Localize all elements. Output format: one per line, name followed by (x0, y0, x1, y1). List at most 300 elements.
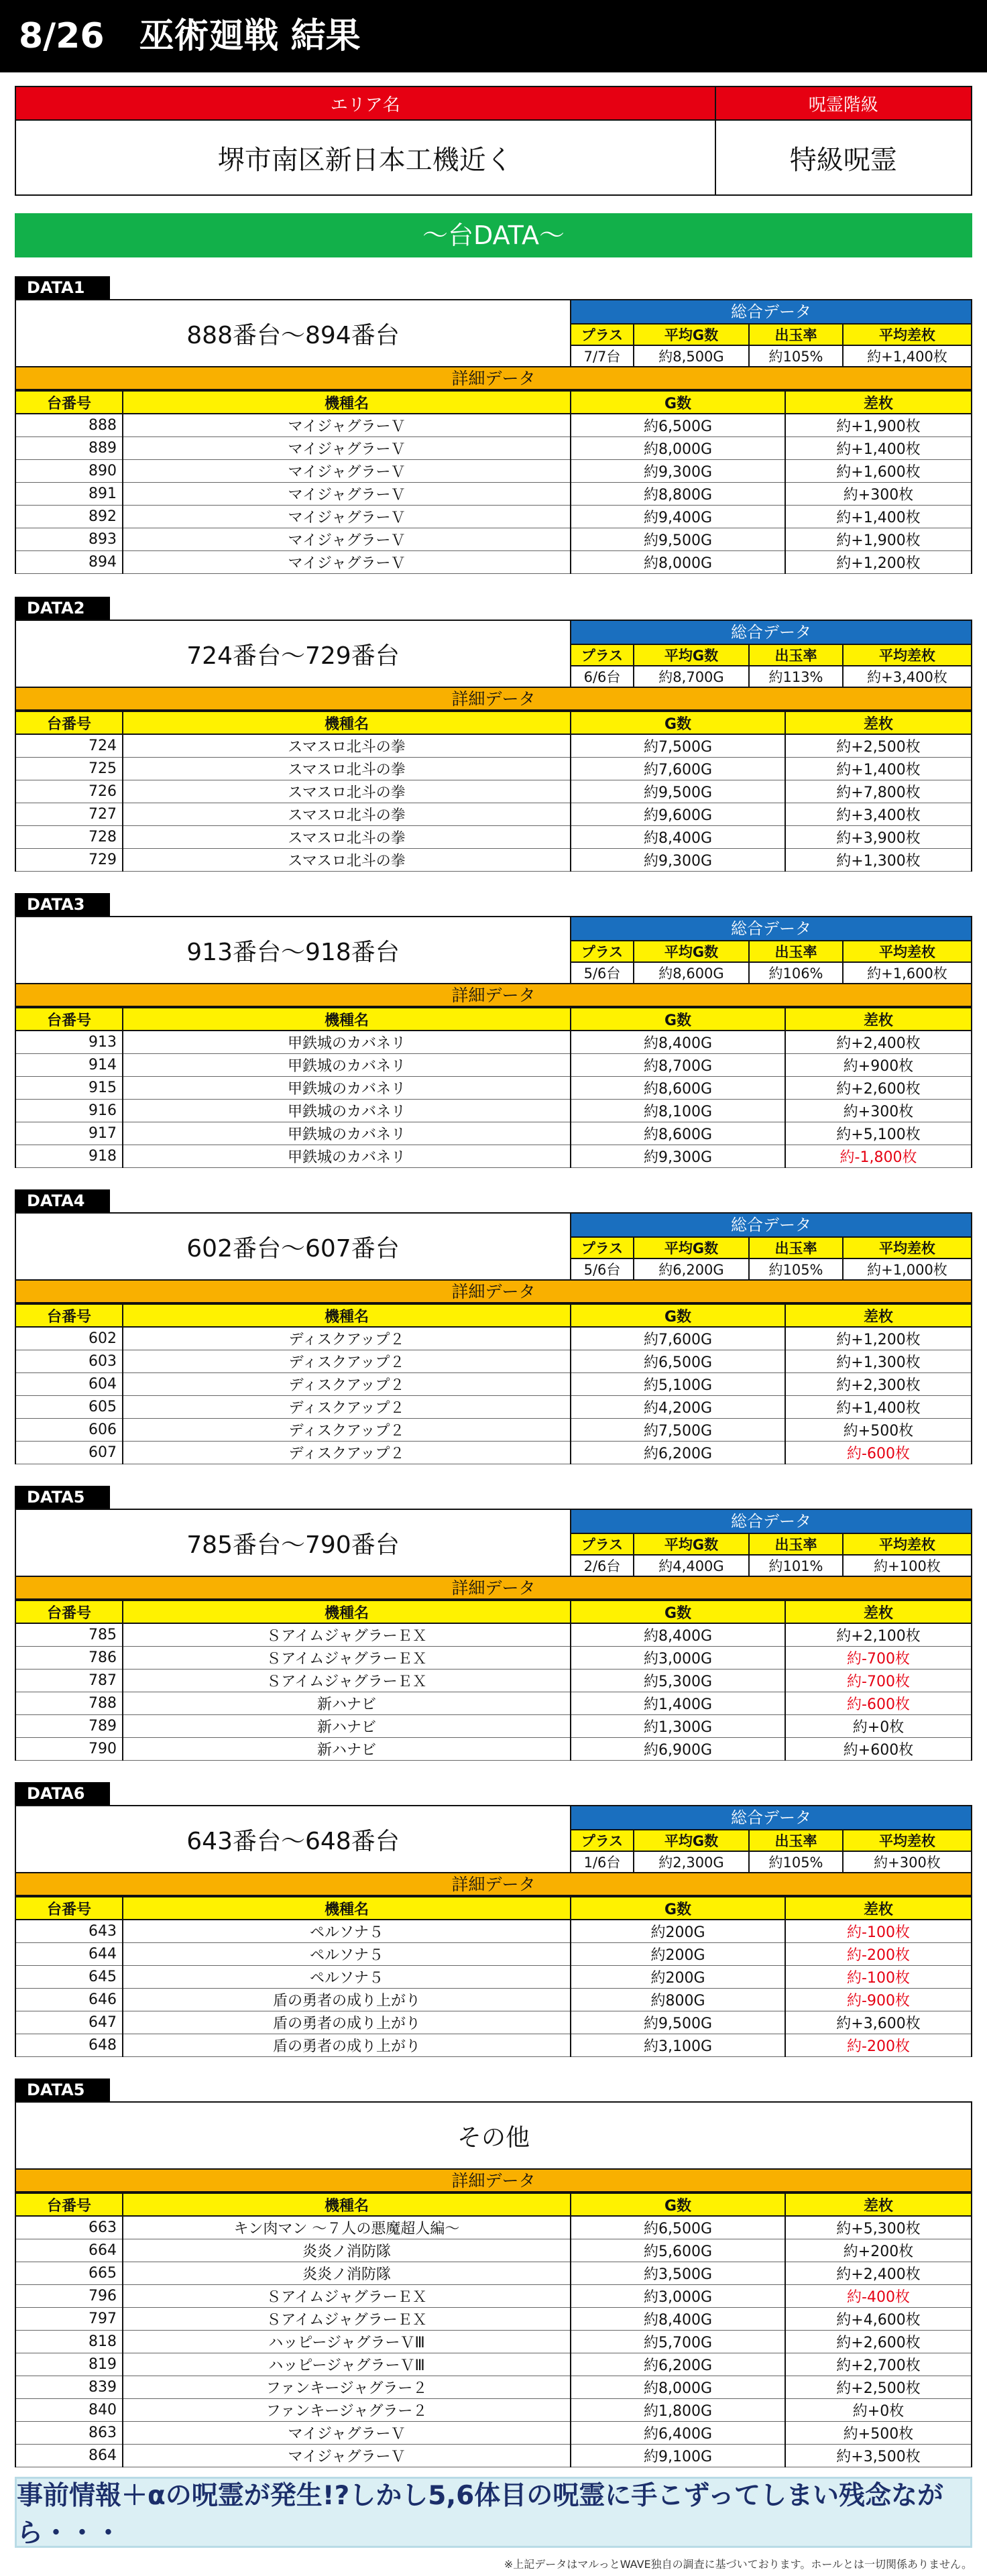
machine-diff: 約+1,300枚 (785, 1350, 972, 1372)
summary-plus: 5/6台 (571, 961, 633, 983)
table-row (15, 2239, 972, 2262)
col-diff: 差枚 (785, 1897, 972, 1920)
machine-no: 788 (15, 1692, 123, 1714)
table-row (15, 1418, 972, 1441)
summary-avg-g: 約2,300G (633, 1851, 748, 1872)
machine-diff: 約+1,200枚 (785, 550, 972, 573)
machine-games: 約5,600G (571, 2239, 785, 2262)
col-games: G数 (571, 1897, 785, 1920)
detail-head-row (15, 391, 972, 414)
machine-range: 643番台〜648番台 (16, 1806, 571, 1872)
machine-diff: 約+0枚 (785, 2398, 972, 2421)
data-section-title: 〜台DATA〜 (15, 213, 972, 257)
summary-title: 総合データ (571, 1806, 971, 1829)
data-tab: DATA4 (15, 1189, 110, 1212)
block-header (15, 1509, 972, 1577)
col-games: G数 (571, 2193, 785, 2216)
machine-no: 664 (15, 2239, 123, 2262)
table-row (15, 2034, 972, 2056)
machine-model: ファンキージャグラー２ (123, 2376, 571, 2398)
page-title: 8/26 巫術廻戦 結果 (0, 0, 987, 72)
data-block (15, 1189, 972, 1464)
machine-games: 約6,500G (571, 1350, 785, 1372)
machine-model: スマスロ北斗の拳 (123, 780, 571, 803)
table-row (15, 2011, 972, 2034)
machine-model: 甲鉄城のカバネリ (123, 1076, 571, 1099)
machine-no: 786 (15, 1646, 123, 1669)
data-block (15, 2079, 972, 2467)
col-no: 台番号 (15, 391, 123, 414)
summary-plus: 2/6台 (571, 1554, 633, 1576)
table-row (15, 436, 972, 459)
machine-diff: 約+200枚 (785, 2239, 972, 2262)
summary-value-row (571, 665, 971, 687)
table-row (15, 1145, 972, 1167)
machine-diff: 約+1,900枚 (785, 528, 972, 550)
col-model: 機種名 (123, 1008, 571, 1031)
machine-no: 891 (15, 482, 123, 505)
col-diff: 差枚 (785, 2193, 972, 2216)
summary-title: 総合データ (571, 621, 971, 644)
machine-no: 917 (15, 1122, 123, 1145)
machine-games: 約8,600G (571, 1122, 785, 1145)
summary-avg-g: 約8,700G (633, 665, 748, 687)
summary-plus: 5/6台 (571, 1258, 633, 1279)
summary-avg-diff-label: 平均差枚 (842, 323, 971, 345)
machine-model: ＳアイムジャグラーＥＸ (123, 1623, 571, 1646)
machine-model: ディスクアップ２ (123, 1441, 571, 1464)
table-row (15, 757, 972, 780)
machine-no: 724 (15, 734, 123, 757)
table-row (15, 2398, 972, 2421)
machine-no: 894 (15, 550, 123, 573)
machine-diff: 約+1,400枚 (785, 505, 972, 528)
summary-plus-label: プラス (571, 1236, 633, 1258)
table-row (15, 528, 972, 550)
machine-games: 約9,100G (571, 2444, 785, 2467)
detail-bar: 詳細データ (15, 2170, 972, 2192)
machine-model: スマスロ北斗の拳 (123, 803, 571, 825)
table-row (15, 780, 972, 803)
table-row (15, 550, 972, 573)
table-row (15, 1099, 972, 1122)
data-block (15, 597, 972, 872)
machine-no: 893 (15, 528, 123, 550)
summary-avg-g-label: 平均G数 (633, 1829, 748, 1851)
machine-diff: 約-700枚 (785, 1646, 972, 1669)
machine-diff: 約+2,400枚 (785, 1031, 972, 1053)
machine-games: 約8,400G (571, 1031, 785, 1053)
summary-panel (571, 1214, 971, 1279)
machine-model: 甲鉄城のカバネリ (123, 1145, 571, 1167)
machine-model: 盾の勇者の成り上がり (123, 1988, 571, 2011)
summary-plus-label: プラス (571, 644, 633, 665)
table-row (15, 2353, 972, 2376)
col-games: G数 (571, 1008, 785, 1031)
machine-no: 864 (15, 2444, 123, 2467)
machine-model: 盾の勇者の成り上がり (123, 2011, 571, 2034)
summary-title: 総合データ (571, 1510, 971, 1533)
machine-diff: 約-400枚 (785, 2284, 972, 2307)
machine-diff: 約-200枚 (785, 1942, 972, 1965)
table-row (15, 848, 972, 871)
machine-games: 約200G (571, 1920, 785, 1942)
machine-games: 約6,200G (571, 1441, 785, 1464)
col-diff: 差枚 (785, 1008, 972, 1031)
summary-avg-diff: 約+1,400枚 (842, 345, 971, 366)
machine-model: 甲鉄城のカバネリ (123, 1099, 571, 1122)
summary-avg-g-label: 平均G数 (633, 644, 748, 665)
machine-no: 665 (15, 2262, 123, 2284)
machine-no: 916 (15, 1099, 123, 1122)
detail-table (15, 1303, 972, 1464)
summary-avg-g-label: 平均G数 (633, 323, 748, 345)
machine-games: 約6,500G (571, 414, 785, 436)
machine-diff: 約-1,800枚 (785, 1145, 972, 1167)
col-no: 台番号 (15, 1304, 123, 1327)
detail-head-row (15, 2193, 972, 2216)
machine-no: 726 (15, 780, 123, 803)
summary-rate: 約105% (748, 345, 842, 366)
machine-games: 約7,500G (571, 734, 785, 757)
machine-diff: 約+7,800枚 (785, 780, 972, 803)
machine-diff: 約+1,400枚 (785, 436, 972, 459)
machine-no: 915 (15, 1076, 123, 1099)
block-header (15, 1212, 972, 1281)
machine-no: 604 (15, 1372, 123, 1395)
block-header (15, 1805, 972, 1873)
machine-model: ペルソナ５ (123, 1942, 571, 1965)
summary-rate-label: 出玉率 (748, 323, 842, 345)
machine-diff: 約+300枚 (785, 482, 972, 505)
machine-games: 約7,600G (571, 757, 785, 780)
machine-no: 728 (15, 825, 123, 848)
machine-model: ＳアイムジャグラーＥＸ (123, 1646, 571, 1669)
machine-range: その他 (457, 2123, 530, 2152)
machine-no: 644 (15, 1942, 123, 1965)
machine-diff: 約+3,500枚 (785, 2444, 972, 2467)
machine-no: 643 (15, 1920, 123, 1942)
summary-avg-g-label: 平均G数 (633, 1236, 748, 1258)
table-row (15, 1395, 972, 1418)
summary-head-row (571, 1829, 971, 1851)
summary-rate-label: 出玉率 (748, 644, 842, 665)
machine-model: ハッピージャグラーＶⅢ (123, 2330, 571, 2353)
summary-value-row (571, 1554, 971, 1576)
summary-panel (571, 300, 971, 366)
data-tab: DATA5 (15, 1486, 110, 1509)
machine-model: マイジャグラーＶ (123, 482, 571, 505)
col-games: G数 (571, 1304, 785, 1327)
machine-diff: 約+1,300枚 (785, 848, 972, 871)
col-model: 機種名 (123, 2193, 571, 2216)
footnote: ※上記データはマルっとWAVE独自の調査に基づいております。ホールとは一切関係ありません。 (504, 2558, 972, 2571)
machine-model: ディスクアップ２ (123, 1372, 571, 1395)
machine-no: 605 (15, 1395, 123, 1418)
summary-plus: 1/6台 (571, 1851, 633, 1872)
machine-model: ハッピージャグラーＶⅢ (123, 2353, 571, 2376)
table-row (15, 482, 972, 505)
machine-games: 約4,200G (571, 1395, 785, 1418)
table-row (15, 1737, 972, 1760)
machine-no: 789 (15, 1714, 123, 1737)
col-no: 台番号 (15, 1897, 123, 1920)
machine-games: 約8,700G (571, 1053, 785, 1076)
machine-games: 約9,300G (571, 459, 785, 482)
machine-diff: 約-200枚 (785, 2034, 972, 2056)
data-block (15, 276, 972, 574)
block-header (15, 2101, 972, 2170)
machine-diff: 約+2,300枚 (785, 1372, 972, 1395)
summary-rate: 約106% (748, 961, 842, 983)
col-no: 台番号 (15, 711, 123, 734)
machine-model: ディスクアップ２ (123, 1327, 571, 1350)
data-tab: DATA3 (15, 893, 110, 916)
machine-games: 約8,000G (571, 550, 785, 573)
detail-bar: 詳細データ (15, 984, 972, 1007)
machine-diff: 約+300枚 (785, 1099, 972, 1122)
table-row (15, 1076, 972, 1099)
summary-value-row (571, 345, 971, 366)
machine-diff: 約+1,400枚 (785, 757, 972, 780)
machine-diff: 約+2,400枚 (785, 2262, 972, 2284)
machine-diff: 約+2,500枚 (785, 734, 972, 757)
rank-header: 呪霊階級 (715, 86, 972, 120)
machine-model: 新ハナビ (123, 1714, 571, 1737)
machine-games: 約7,600G (571, 1327, 785, 1350)
machine-diff: 約+2,700枚 (785, 2353, 972, 2376)
machine-model: マイジャグラーＶ (123, 505, 571, 528)
machine-no: 647 (15, 2011, 123, 2034)
summary-avg-diff: 約+300枚 (842, 1851, 971, 1872)
detail-head-row (15, 1304, 972, 1327)
machine-no: 790 (15, 1737, 123, 1760)
summary-avg-diff-label: 平均差枚 (842, 1829, 971, 1851)
table-row (15, 1623, 972, 1646)
machine-no: 606 (15, 1418, 123, 1441)
detail-table (15, 1007, 972, 1168)
machine-model: マイジャグラーＶ (123, 550, 571, 573)
summary-plus-label: プラス (571, 1829, 633, 1851)
col-diff: 差枚 (785, 1304, 972, 1327)
table-row (15, 1988, 972, 2011)
machine-model: ペルソナ５ (123, 1965, 571, 1988)
machine-diff: 約+3,400枚 (785, 803, 972, 825)
machine-no: 797 (15, 2307, 123, 2330)
machine-games: 約9,300G (571, 848, 785, 871)
summary-avg-g: 約8,500G (633, 345, 748, 366)
machine-no: 725 (15, 757, 123, 780)
table-row (15, 1327, 972, 1350)
machine-no: 818 (15, 2330, 123, 2353)
data-block (15, 1486, 972, 1761)
machine-diff: 約+600枚 (785, 1737, 972, 1760)
machine-diff: 約+2,500枚 (785, 2376, 972, 2398)
machine-no: 890 (15, 459, 123, 482)
machine-games: 約8,000G (571, 2376, 785, 2398)
summary-avg-g-label: 平均G数 (633, 940, 748, 961)
machine-diff: 約-900枚 (785, 1988, 972, 2011)
area-name-value: 堺市南区新日本工機近く (15, 120, 715, 195)
table-row (15, 2421, 972, 2444)
col-no: 台番号 (15, 2193, 123, 2216)
machine-games: 約3,100G (571, 2034, 785, 2056)
machine-games: 約8,100G (571, 1099, 785, 1122)
machine-model: マイジャグラーＶ (123, 436, 571, 459)
summary-panel (571, 621, 971, 687)
machine-diff: 約+2,100枚 (785, 1623, 972, 1646)
machine-diff: 約+1,600枚 (785, 459, 972, 482)
table-row (15, 1646, 972, 1669)
summary-head-row (571, 1236, 971, 1258)
table-row (15, 459, 972, 482)
table-row (15, 1714, 972, 1737)
machine-model: スマスロ北斗の拳 (123, 825, 571, 848)
detail-table (15, 711, 972, 872)
machine-model: 盾の勇者の成り上がり (123, 2034, 571, 2056)
table-row (15, 505, 972, 528)
machine-model: スマスロ北斗の拳 (123, 734, 571, 757)
summary-rate: 約101% (748, 1554, 842, 1576)
machine-diff: 約+900枚 (785, 1053, 972, 1076)
machine-games: 約3,000G (571, 2284, 785, 2307)
machine-model: マイジャグラーＶ (123, 2421, 571, 2444)
machine-games: 約6,500G (571, 2216, 785, 2239)
machine-no: 889 (15, 436, 123, 459)
machine-diff: 約+4,600枚 (785, 2307, 972, 2330)
machine-games: 約1,400G (571, 1692, 785, 1714)
machine-games: 約8,400G (571, 825, 785, 848)
machine-games: 約3,500G (571, 2262, 785, 2284)
table-row (15, 1692, 972, 1714)
machine-games: 約9,500G (571, 780, 785, 803)
table-row (15, 1350, 972, 1372)
detail-bar: 詳細データ (15, 1281, 972, 1303)
detail-table (15, 390, 972, 574)
summary-head-row (571, 940, 971, 961)
col-model: 機種名 (123, 711, 571, 734)
machine-diff: 約+500枚 (785, 1418, 972, 1441)
machine-diff: 約+2,600枚 (785, 1076, 972, 1099)
summary-title: 総合データ (571, 300, 971, 323)
machine-games: 約8,400G (571, 1623, 785, 1646)
summary-avg-diff: 約+3,400枚 (842, 665, 971, 687)
col-diff: 差枚 (785, 711, 972, 734)
block-header (15, 620, 972, 688)
detail-head-row (15, 1008, 972, 1031)
summary-panel (571, 917, 971, 983)
table-row (15, 2376, 972, 2398)
machine-model: スマスロ北斗の拳 (123, 848, 571, 871)
col-no: 台番号 (15, 1008, 123, 1031)
machine-model: 甲鉄城のカバネリ (123, 1031, 571, 1053)
detail-bar: 詳細データ (15, 688, 972, 711)
machine-games: 約3,000G (571, 1646, 785, 1669)
machine-games: 約8,600G (571, 1076, 785, 1099)
col-games: G数 (571, 711, 785, 734)
summary-plus: 6/6台 (571, 665, 633, 687)
machine-games: 約200G (571, 1942, 785, 1965)
summary-rate-label: 出玉率 (748, 1236, 842, 1258)
machine-model: スマスロ北斗の拳 (123, 757, 571, 780)
summary-avg-diff-label: 平均差枚 (842, 1533, 971, 1554)
machine-diff: 約-700枚 (785, 1669, 972, 1692)
col-model: 機種名 (123, 1304, 571, 1327)
detail-table (15, 1600, 972, 1761)
bottom-message: 事前情報＋αの呪霊が発生!?しかし5,6体目の呪霊に手こずってしまい残念ながら・・・ (15, 2477, 972, 2548)
data-tab: DATA1 (15, 276, 110, 299)
table-row (15, 2444, 972, 2467)
data-block (15, 1782, 972, 2057)
summary-value-row (571, 961, 971, 983)
machine-no: 796 (15, 2284, 123, 2307)
summary-rate: 約113% (748, 665, 842, 687)
machine-no: 892 (15, 505, 123, 528)
machine-games: 約8,400G (571, 2307, 785, 2330)
col-model: 機種名 (123, 391, 571, 414)
machine-model: 新ハナビ (123, 1692, 571, 1714)
machine-model: マイジャグラーＶ (123, 528, 571, 550)
col-diff: 差枚 (785, 1600, 972, 1623)
detail-bar: 詳細データ (15, 367, 972, 390)
summary-value-row (571, 1851, 971, 1872)
machine-games: 約200G (571, 1965, 785, 1988)
block-header (15, 916, 972, 984)
summary-plus-label: プラス (571, 323, 633, 345)
machine-model: キン肉マン ～７人の悪魔超人編～ (123, 2216, 571, 2239)
machine-diff: 約+3,900枚 (785, 825, 972, 848)
summary-avg-diff: 約+100枚 (842, 1554, 971, 1576)
summary-title: 総合データ (571, 917, 971, 940)
machine-diff: 約+3,600枚 (785, 2011, 972, 2034)
data-block (15, 893, 972, 1168)
table-row (15, 825, 972, 848)
col-no: 台番号 (15, 1600, 123, 1623)
summary-avg-diff: 約+1,000枚 (842, 1258, 971, 1279)
summary-panel (571, 1806, 971, 1872)
summary-rate: 約105% (748, 1258, 842, 1279)
machine-range: 913番台〜918番台 (16, 917, 571, 983)
machine-games: 約9,500G (571, 2011, 785, 2034)
summary-plus-label: プラス (571, 1533, 633, 1554)
data-tab: DATA5 (15, 2079, 110, 2101)
summary-head-row (571, 1533, 971, 1554)
detail-table (15, 2192, 972, 2467)
summary-head-row (571, 323, 971, 345)
summary-rate-label: 出玉率 (748, 1829, 842, 1851)
table-row (15, 803, 972, 825)
machine-model: 炎炎ノ消防隊 (123, 2262, 571, 2284)
machine-games: 約8,000G (571, 436, 785, 459)
machine-games: 約9,300G (571, 1145, 785, 1167)
machine-no: 785 (15, 1623, 123, 1646)
machine-games: 約9,600G (571, 803, 785, 825)
machine-no: 648 (15, 2034, 123, 2056)
area-name-header: エリア名 (15, 86, 715, 120)
machine-no: 888 (15, 414, 123, 436)
summary-rate-label: 出玉率 (748, 940, 842, 961)
machine-diff: 約-100枚 (785, 1965, 972, 1988)
machine-diff: 約+5,100枚 (785, 1122, 972, 1145)
machine-no: 863 (15, 2421, 123, 2444)
machine-no: 727 (15, 803, 123, 825)
machine-diff: 約+1,400枚 (785, 1395, 972, 1418)
machine-no: 840 (15, 2398, 123, 2421)
machine-model: 甲鉄城のカバネリ (123, 1053, 571, 1076)
summary-head-row (571, 644, 971, 665)
detail-head-row (15, 711, 972, 734)
table-row (15, 2307, 972, 2330)
